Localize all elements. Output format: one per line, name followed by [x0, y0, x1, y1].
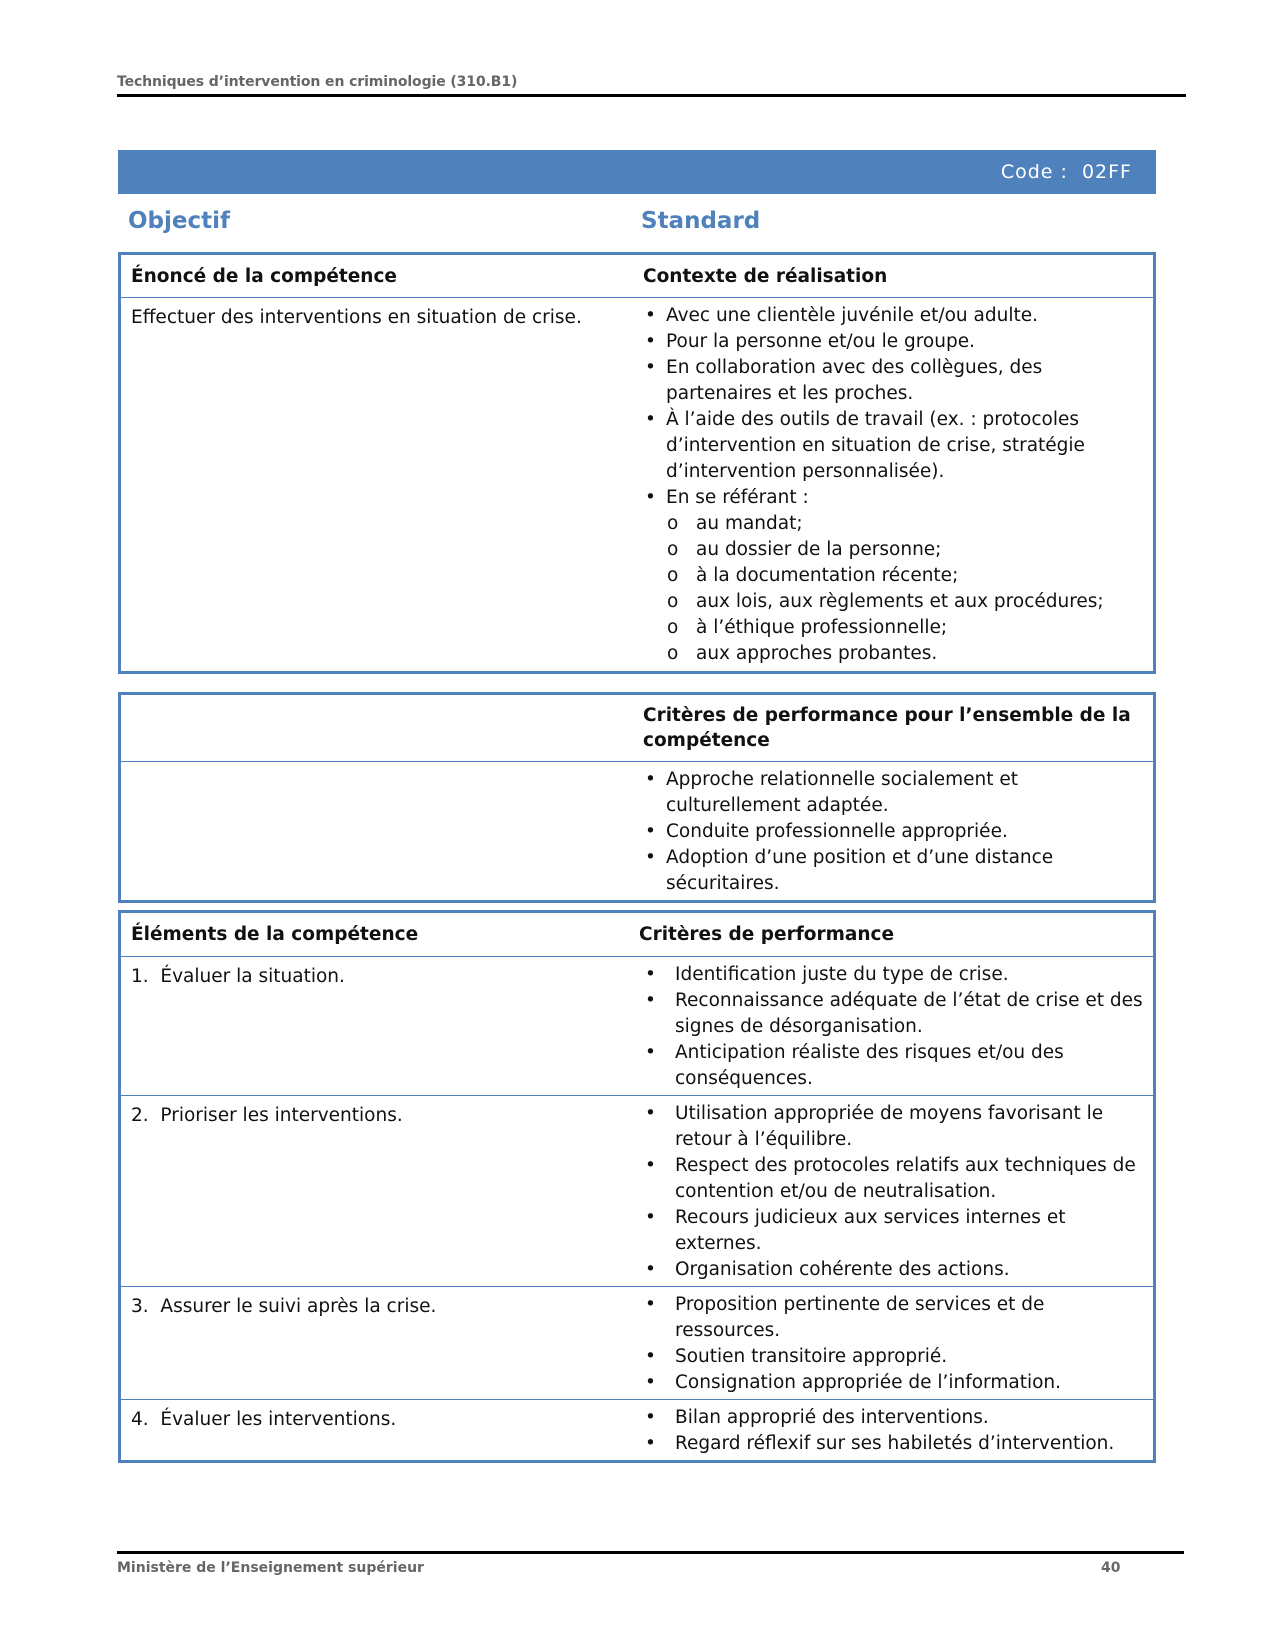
empty-cell — [121, 703, 633, 753]
sublist-item: o à l’éthique professionnelle; — [666, 615, 1143, 641]
table-header-row — [121, 255, 1153, 297]
running-header: Techniques d’intervention en criminologie (310.B1) — [117, 74, 518, 90]
criteria-list — [643, 1405, 1143, 1457]
list-item-text: En se référant : — [666, 487, 809, 508]
criteria-cell — [633, 1405, 1153, 1457]
list-item: • Adoption d’une position et d’une distance sécuritaires. — [643, 845, 1143, 897]
table-row — [121, 1095, 1153, 1286]
list-item: • Identification juste du type de crise. — [643, 962, 1143, 988]
criteria-cell — [633, 1101, 1153, 1283]
criteria-list — [643, 1292, 1143, 1396]
sublist-item: o au dossier de la personne; — [666, 537, 1143, 563]
code-value: 02FF — [1081, 161, 1132, 183]
header-enonce: Énoncé de la compétence — [131, 265, 397, 287]
footer-rule — [117, 1551, 1184, 1554]
list-item: • Conduite professionnelle appropriée. — [643, 819, 1143, 845]
table-row — [121, 297, 1153, 671]
criteria-cell — [633, 1292, 1153, 1396]
criteria-list — [643, 1101, 1143, 1283]
list-item: • Reconnaissance adéquate de l’état de crise et des signes de désorganisation. — [643, 988, 1143, 1040]
list-item: • Proposition pertinente de services et de ressources. — [643, 1292, 1143, 1344]
sublist-item: o aux lois, aux règlements et aux procédures; — [666, 589, 1143, 615]
context-list — [643, 303, 1143, 667]
code-bar — [118, 150, 1156, 194]
list-item: • Soutien transitoire approprié. — [643, 1344, 1143, 1370]
list-item: • Approche relationnelle socialement et culturellement adaptée. — [643, 767, 1143, 819]
elements-table — [118, 910, 1156, 1463]
sublist-item: o aux approches probantes. — [666, 641, 1143, 667]
list-item: • En collaboration avec des collègues, des partenaires et les proches. — [643, 355, 1143, 407]
table-header-row — [121, 913, 1153, 956]
section-title-standard: Standard — [641, 208, 761, 234]
list-item: • Respect des protocoles relatifs aux techniques de contention et/ou de neutralisation. — [643, 1153, 1143, 1205]
list-item: • Recours judicieux aux services internes et externes. — [643, 1205, 1143, 1257]
criteria-cell — [633, 962, 1153, 1092]
list-item: • Utilisation appropriée de moyens favorisant le retour à l’équilibre. — [643, 1101, 1143, 1153]
header-rule — [117, 94, 1186, 97]
section-title-objectif: Objectif — [128, 208, 231, 234]
element-label: 3. Assurer le suivi après la crise. — [131, 1296, 437, 1317]
list-item: • Consignation appropriée de l’information. — [643, 1370, 1143, 1396]
list-item — [643, 485, 1143, 667]
competence-statement: Effectuer des interventions en situation de crise. — [131, 307, 582, 328]
table-header-row — [121, 695, 1153, 761]
competence-table — [118, 252, 1156, 674]
header-global-criteria: Critères de performance pour l’ensemble de la compétence — [643, 705, 1131, 751]
sublist-item: o au mandat; — [666, 511, 1143, 537]
table-row — [121, 761, 1153, 900]
list-item: • À l’aide des outils de travail (ex. : protocoles d’intervention en situation de crise, stratégie d’intervention personnalisée). — [643, 407, 1143, 485]
global-criteria-cell — [633, 767, 1153, 897]
context-list-cell — [633, 303, 1153, 667]
global-criteria-table — [118, 692, 1156, 903]
element-label: 4. Évaluer les interventions. — [131, 1409, 397, 1430]
page-number: 40 — [1101, 1560, 1121, 1576]
header-contexte: Contexte de réalisation — [643, 265, 888, 287]
sublist-item: o à la documentation récente; — [666, 563, 1143, 589]
criteria-list — [643, 962, 1143, 1092]
code-label: Code : — [1000, 161, 1068, 183]
empty-cell — [121, 767, 633, 897]
element-label: 2. Prioriser les interventions. — [131, 1105, 403, 1126]
global-criteria-list — [643, 767, 1143, 897]
table-row — [121, 1399, 1153, 1460]
element-label: 1. Évaluer la situation. — [131, 966, 345, 987]
header-criteria: Critères de performance — [639, 924, 895, 945]
header-elements: Éléments de la compétence — [131, 924, 419, 945]
table-row — [121, 956, 1153, 1095]
list-item: • Anticipation réaliste des risques et/ou des conséquences. — [643, 1040, 1143, 1092]
reference-sublist — [666, 511, 1143, 667]
table-row — [121, 1286, 1153, 1399]
list-item: • Avec une clientèle juvénile et/ou adulte. — [643, 303, 1143, 329]
footer-publisher: Ministère de l’Enseignement supérieur — [117, 1560, 424, 1576]
list-item: • Regard réflexif sur ses habiletés d’intervention. — [643, 1431, 1143, 1457]
list-item: • Organisation cohérente des actions. — [643, 1257, 1143, 1283]
list-item: • Pour la personne et/ou le groupe. — [643, 329, 1143, 355]
list-item: • Bilan approprié des interventions. — [643, 1405, 1143, 1431]
